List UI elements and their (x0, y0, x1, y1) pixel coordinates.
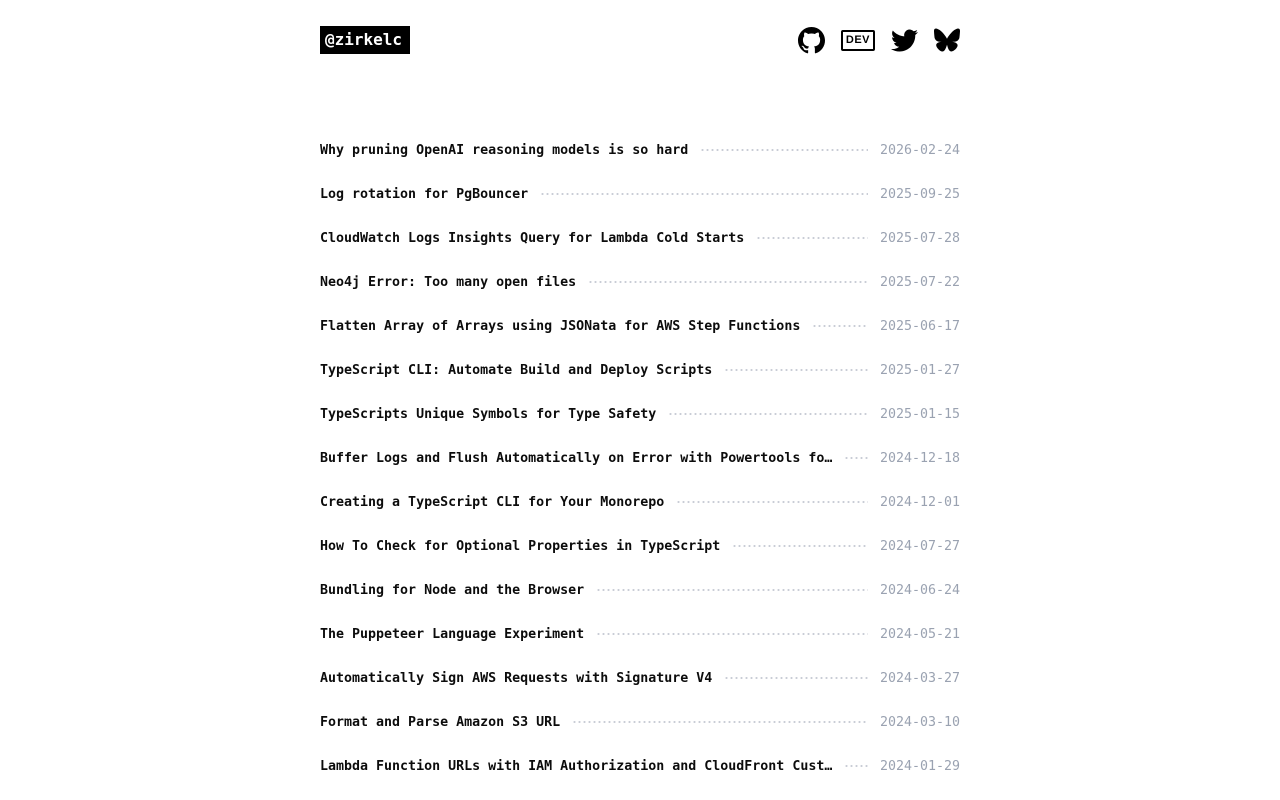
dotted-leader (812, 325, 868, 327)
post-row[interactable] (320, 216, 960, 260)
post-row[interactable] (320, 480, 960, 524)
post-date: 2025-01-15 (879, 406, 960, 422)
dotted-leader (596, 589, 868, 591)
dotted-leader (700, 149, 868, 151)
post-row[interactable] (320, 744, 960, 788)
dotted-leader (724, 677, 868, 679)
post-date: 2025-01-27 (879, 362, 960, 378)
post-title: Flatten Array of Arrays using JSONata for AWS Step Functions (320, 318, 801, 334)
twitter-icon (891, 27, 918, 54)
dotted-leader (724, 369, 868, 371)
site-header (320, 26, 960, 54)
post-title: Bundling for Node and the Browser (320, 582, 585, 598)
post-title: Automatically Sign AWS Requests with Signature V4 (320, 670, 713, 686)
post-row[interactable] (320, 656, 960, 700)
post-date: 2024-01-29 (879, 758, 960, 774)
post-title: Creating a TypeScript CLI for Your Monorepo (320, 494, 665, 510)
post-row[interactable] (320, 260, 960, 304)
dotted-leader (668, 413, 868, 415)
post-date: 2024-05-21 (879, 626, 960, 642)
post-row[interactable] (320, 128, 960, 172)
bluesky-icon (934, 27, 960, 53)
post-row[interactable] (320, 348, 960, 392)
post-row[interactable] (320, 612, 960, 656)
post-date: 2024-12-18 (879, 450, 960, 466)
post-date: 2024-12-01 (879, 494, 960, 510)
post-title: TypeScripts Unique Symbols for Type Safety (320, 406, 657, 422)
site-logo[interactable]: @zirkelc (320, 26, 410, 54)
post-title: Format and Parse Amazon S3 URL (320, 714, 561, 730)
dotted-leader (588, 281, 868, 283)
bluesky-link[interactable] (934, 27, 960, 53)
dotted-leader (572, 721, 868, 723)
post-title: CloudWatch Logs Insights Query for Lambda Cold Starts (320, 230, 745, 246)
dotted-leader (844, 765, 868, 767)
dotted-leader (732, 545, 868, 547)
post-row[interactable] (320, 304, 960, 348)
post-title: Log rotation for PgBouncer (320, 186, 529, 202)
post-row[interactable] (320, 568, 960, 612)
social-nav (798, 27, 960, 54)
post-date: 2024-03-27 (879, 670, 960, 686)
post-title: Lambda Function URLs with IAM Authorization and CloudFront Cust… (320, 758, 833, 774)
post-row[interactable] (320, 700, 960, 744)
post-date: 2024-07-27 (879, 538, 960, 554)
twitter-link[interactable] (891, 27, 918, 54)
dotted-leader (676, 501, 868, 503)
post-title: Why pruning OpenAI reasoning models is so hard (320, 142, 689, 158)
post-title: Neo4j Error: Too many open files (320, 274, 577, 290)
dev-link[interactable] (841, 30, 875, 51)
dotted-leader (756, 237, 868, 239)
post-list (320, 128, 960, 788)
dotted-leader (844, 457, 868, 459)
github-link[interactable] (798, 27, 825, 54)
post-title: TypeScript CLI: Automate Build and Deploy Scripts (320, 362, 713, 378)
post-row[interactable] (320, 436, 960, 480)
page-container (320, 0, 960, 788)
github-icon (798, 27, 825, 54)
dev-icon: DEV (841, 30, 875, 51)
post-row[interactable] (320, 392, 960, 436)
post-title: Buffer Logs and Flush Automatically on Error with Powertools fo… (320, 450, 833, 466)
post-date: 2025-06-17 (879, 318, 960, 334)
post-date: 2024-06-24 (879, 582, 960, 598)
post-title: The Puppeteer Language Experiment (320, 626, 585, 642)
post-date: 2026-02-24 (879, 142, 960, 158)
post-date: 2025-09-25 (879, 186, 960, 202)
dotted-leader (596, 633, 868, 635)
post-title: How To Check for Optional Properties in TypeScript (320, 538, 721, 554)
dotted-leader (540, 193, 868, 195)
post-date: 2025-07-28 (879, 230, 960, 246)
post-row[interactable] (320, 524, 960, 568)
post-row[interactable] (320, 172, 960, 216)
post-date: 2024-03-10 (879, 714, 960, 730)
post-date: 2025-07-22 (879, 274, 960, 290)
